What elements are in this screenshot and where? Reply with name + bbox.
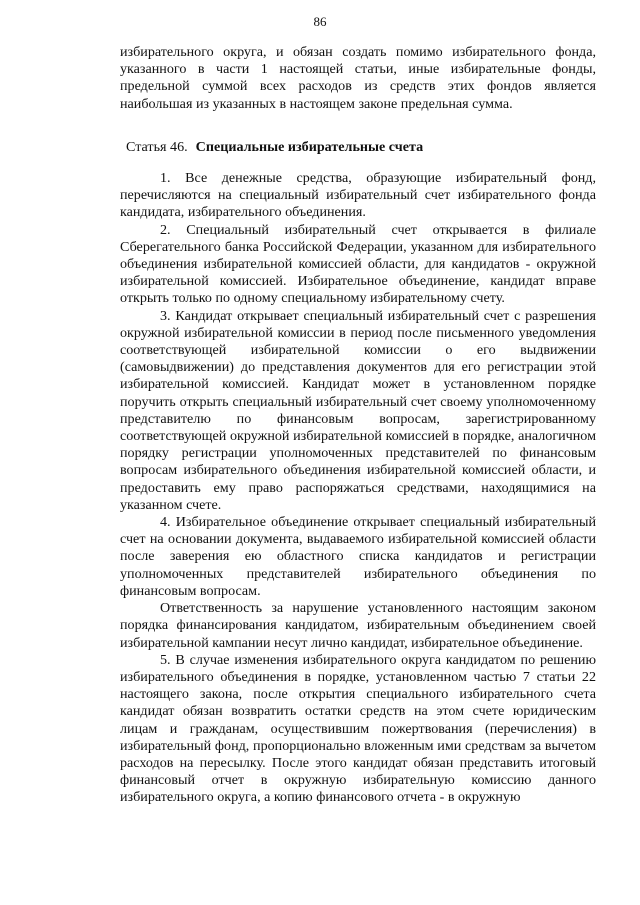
paragraph-2: 2. Специальный избирательный счет открывается в филиале Сберегательного банка Российской Федерации, указанном для избирательного объединения избирательной комиссией области, для кандидатов - окружной избирательной комиссией. Избирательное объединение, кандидат вправе открыть только по одному специальному избирательному счету. <box>120 221 596 307</box>
paragraph-4: 4. Избирательное объединение открывает специальный избирательный счет на основании документа, выдаваемого избирательной комиссией области после заверения ею областного списка кандидатов и регистрации уполномоченных представителей избирательного объединения по финансовым вопросам. <box>120 514 596 599</box>
page-body <box>120 44 596 807</box>
paragraph-1: 1. Все денежные средства, образующие избирательный фонд, перечисляются на специальный избирательный счет избирательного фонда кандидата, избирательного объединения. <box>120 170 596 221</box>
page-number: 86 <box>313 14 327 29</box>
article-title: Специальные избирательные счета <box>195 138 424 155</box>
paragraph-responsibility: Ответственность за нарушение установленного настоящим законом порядка финансирования кандидатом, избирательным объединением своей избирательной кампании несут лично кандидат, избирательное объединение. <box>120 600 596 651</box>
article-heading <box>120 139 596 156</box>
article-label: Статья 46. <box>126 138 188 155</box>
continued-paragraph: избирательного округа, и обязан создать помимо избирательного фонда, указанного в части 1 настоящей статьи, иные избирательные фонды, предельной суммой всех расходов из средств этих фондов является наибольшая из указанных в настоящем законе предельная сумма. <box>120 44 596 112</box>
paragraph-5: 5. В случае изменения избирательного округа кандидатом по решению избирательного объединения в порядке, установленном частью 7 статьи 22 настоящего закона, после открытия специального избирательного счета кандидат обязан возвратить остатки средств на этом счете юридическим лицам и гражданам, осуществившим пожертвования (перечисления) в избирательный фонд, пропорционально вложенным ими средствам за вычетом расходов на пересылку. После этого кандидат обязан представить итоговый финансовый отчет в окружную избирательную комиссию данного избирательного округа, а копию финансового отчета - в окружную <box>120 651 596 806</box>
paragraph-3: 3. Кандидат открывает специальный избирательный счет с разрешения окружной избирательной комиссии в период после письменного уведомления соответствующей избирательной комиссии о его выдвижении (самовыдвижении) до представления документов для его регистрации этой избирательной комиссией. Кандидат может в установленном порядке поручить открыть специальный избирательный счет своему уполномоченному представителю по финансовым вопросам, зарегистрированному соответствующей окружной избирательной комиссией в порядке, аналогичном порядку регистрации уполномоченных представителей по финансовым вопросам избирательного объединения избирательной комиссией области, и предоставить ему право распоряжаться средствами, находящимися на указанном счете. <box>120 307 596 513</box>
